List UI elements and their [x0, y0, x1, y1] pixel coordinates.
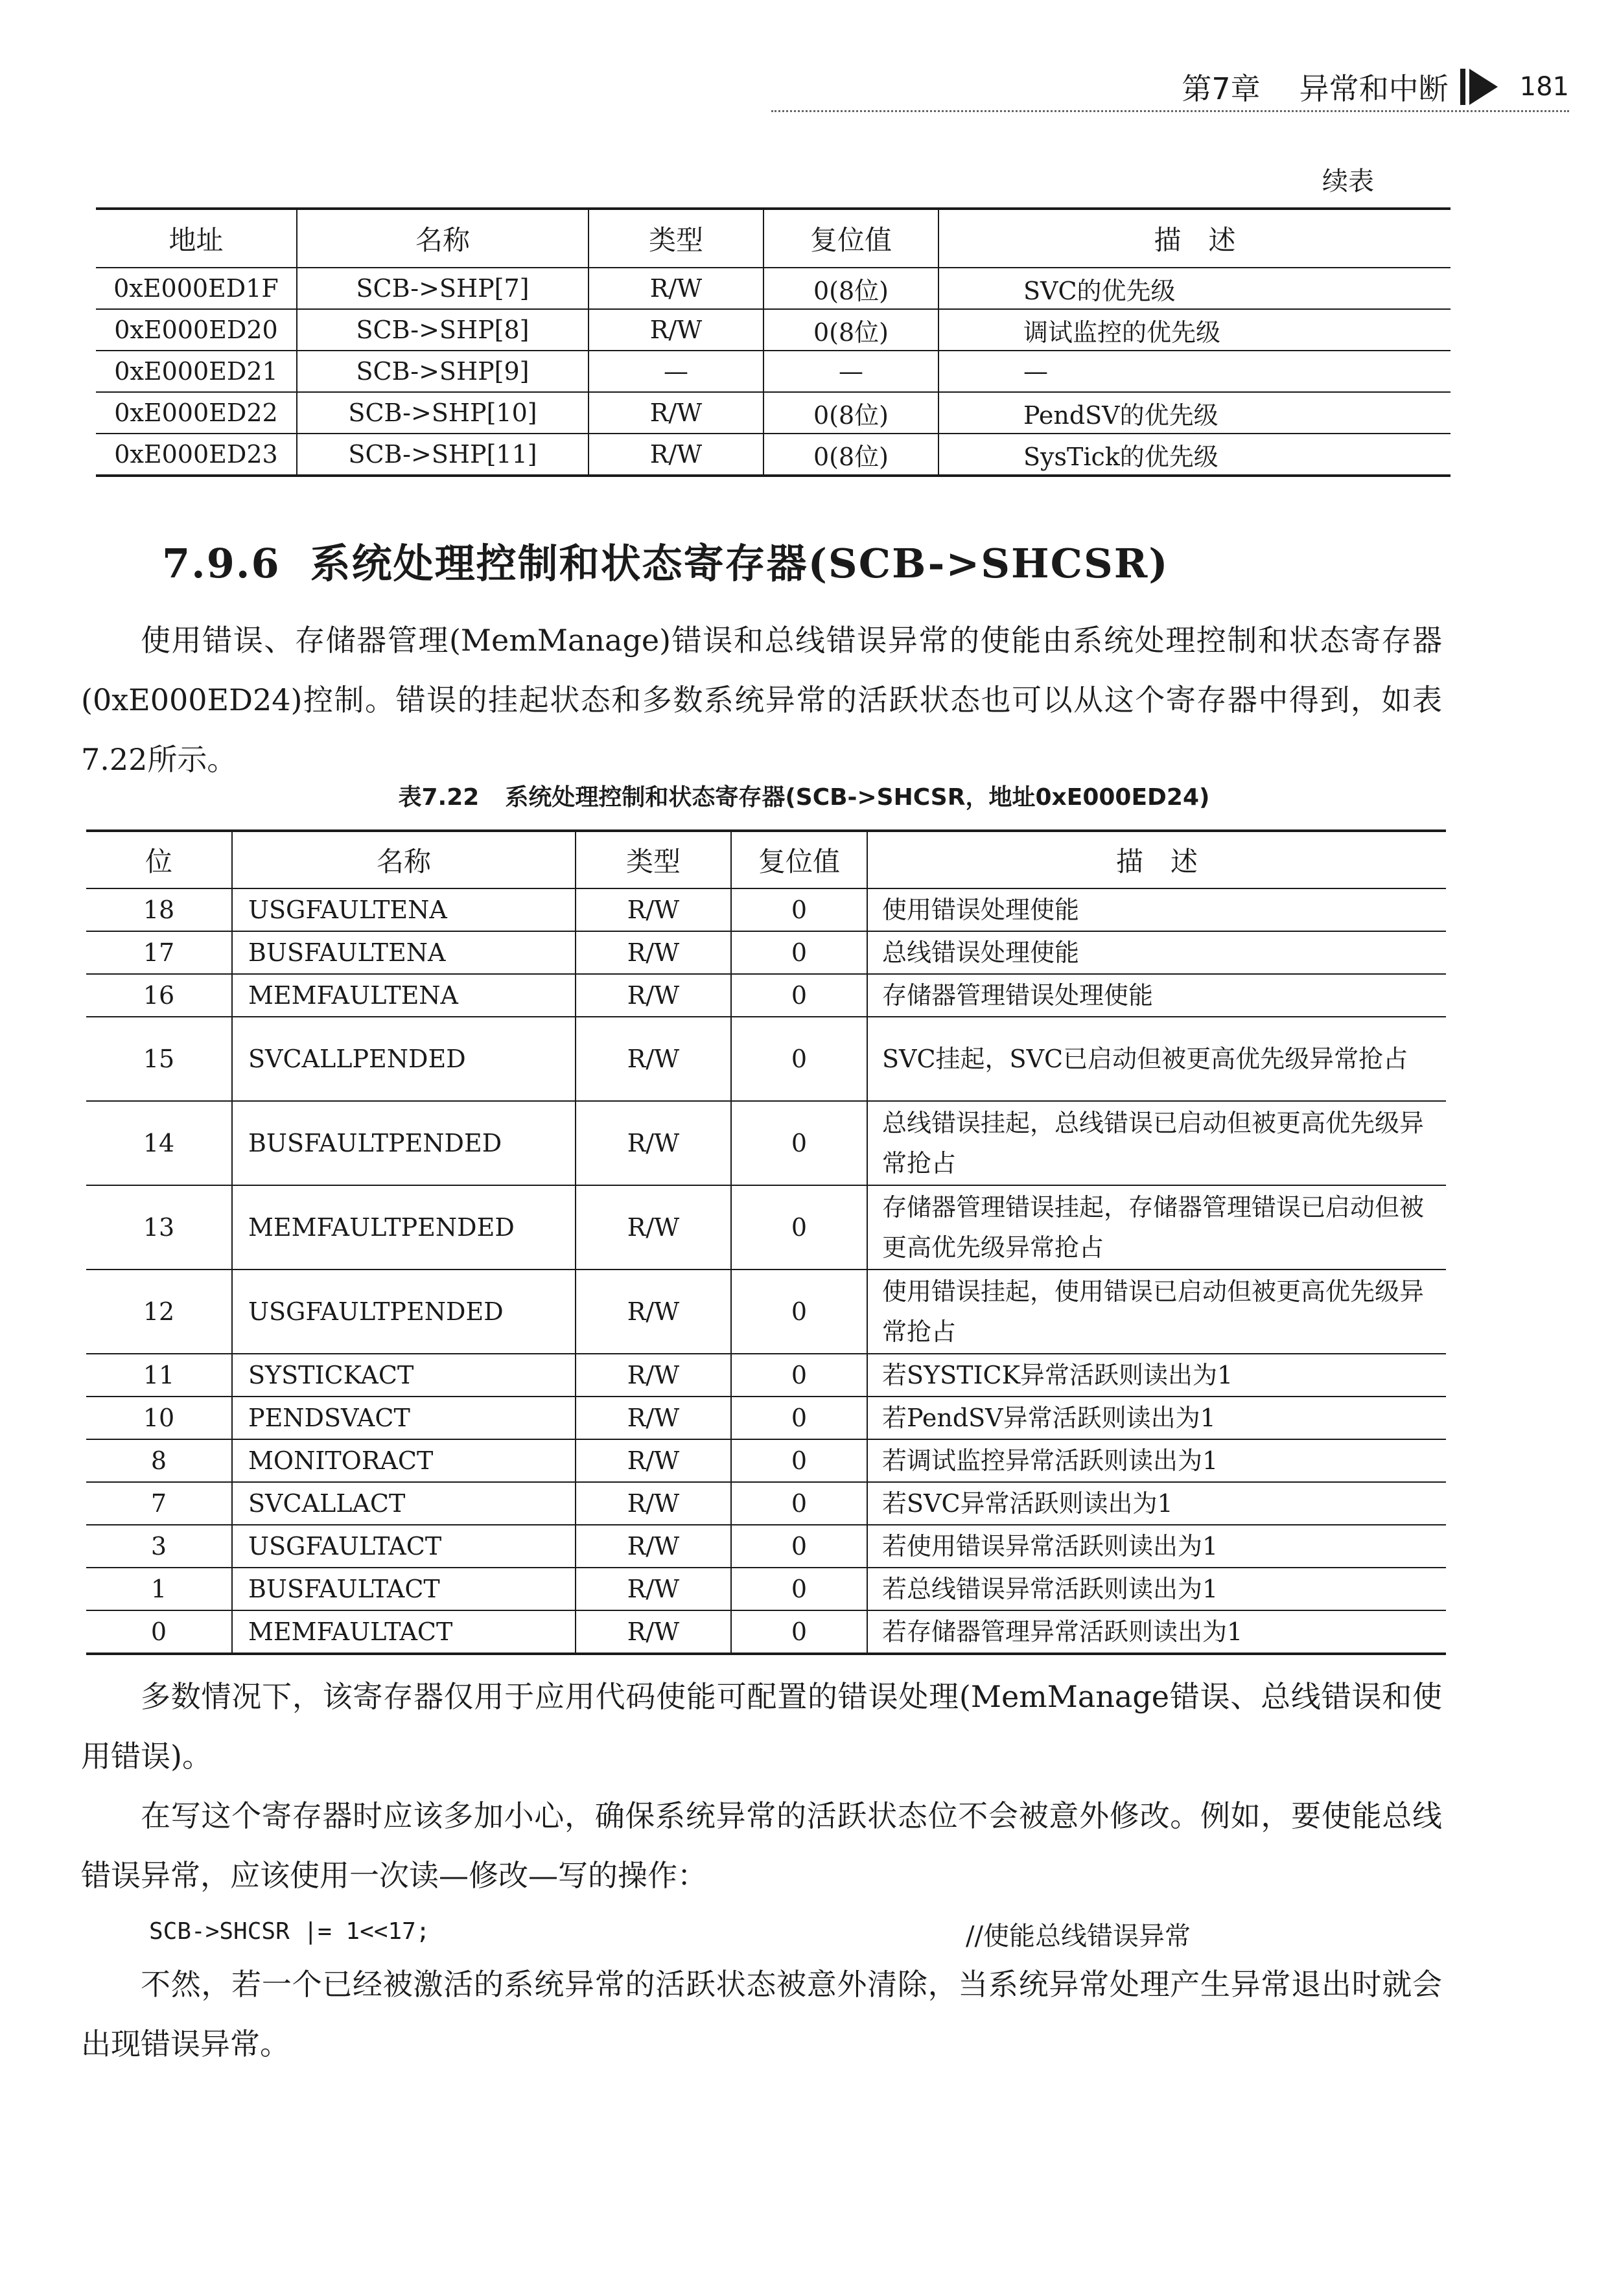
- cell-desc: 存储器管理错误挂起，存储器管理错误已启动但被更高优先级异常抢占: [867, 1185, 1446, 1270]
- page-number: 181: [1519, 72, 1569, 102]
- col-header-desc: 描 述: [867, 831, 1446, 888]
- cell-bit: 7: [86, 1482, 232, 1525]
- cell-name: USGFAULTENA: [232, 888, 576, 931]
- cell-desc: SVC挂起，SVC已启动但被更高优先级异常抢占: [867, 1017, 1446, 1101]
- cell-address: 0xE000ED22: [96, 392, 297, 434]
- cell-type: R/W: [588, 392, 763, 434]
- table-row: [96, 434, 1451, 476]
- cell-desc: 若使用错误异常活跃则读出为1: [867, 1525, 1446, 1568]
- col-header-reset: 复位值: [731, 831, 867, 888]
- cell-reset: 0: [731, 1101, 867, 1185]
- table-row: [86, 931, 1446, 974]
- table-header-row: [96, 209, 1451, 268]
- cell-name: SCB->SHP[10]: [297, 392, 588, 434]
- cell-type: R/W: [576, 1610, 731, 1654]
- col-header-reset: 复位值: [763, 209, 938, 268]
- col-header-name: 名称: [297, 209, 588, 268]
- cell-desc: SysTick的优先级: [938, 434, 1451, 476]
- cell-name: BUSFAULTENA: [232, 931, 576, 974]
- cell-bit: 12: [86, 1270, 232, 1354]
- cell-reset: 0: [731, 1525, 867, 1568]
- table-row: [96, 268, 1451, 309]
- cell-desc: 调试监控的优先级: [938, 309, 1451, 351]
- running-header: [1182, 64, 1569, 110]
- cell-name: MEMFAULTACT: [232, 1610, 576, 1654]
- cell-type: R/W: [576, 974, 731, 1017]
- cell-desc: 总线错误挂起，总线错误已启动但被更高优先级异常抢占: [867, 1101, 1446, 1185]
- header-arrow-icon: [1469, 69, 1498, 105]
- table-row: [86, 1525, 1446, 1568]
- cell-name: USGFAULTPENDED: [232, 1270, 576, 1354]
- section-title: 系统处理控制和状态寄存器(SCB->SHCSR): [310, 540, 1169, 587]
- cell-type: R/W: [576, 1270, 731, 1354]
- col-header-type: 类型: [576, 831, 731, 888]
- cell-bit: 13: [86, 1185, 232, 1270]
- col-header-name: 名称: [232, 831, 576, 888]
- table-caption-text: 系统处理控制和状态寄存器(SCB->SHCSR，地址0xE000ED24): [505, 784, 1210, 811]
- paragraph-intro: 使用错误、存储器管理(MemManage)错误和总线错误异常的使能由系统处理控制和状态寄存器(0xE000ED24)控制。错误的挂起状态和多数系统异常的活跃状态也可以从这个寄存器中得到，如表7.22所示。: [81, 623, 1442, 777]
- cell-bit: 15: [86, 1017, 232, 1101]
- cell-name: MEMFAULTENA: [232, 974, 576, 1017]
- cell-address: 0xE000ED1F: [96, 268, 297, 309]
- table-row: [96, 351, 1451, 392]
- cell-reset: 0: [731, 1017, 867, 1101]
- cell-desc: PendSV的优先级: [938, 392, 1451, 434]
- cell-address: 0xE000ED21: [96, 351, 297, 392]
- table-row: [86, 1568, 1446, 1610]
- cell-type: R/W: [576, 1397, 731, 1439]
- cell-reset: —: [763, 351, 938, 392]
- table-row: [96, 309, 1451, 351]
- cell-type: R/W: [576, 1482, 731, 1525]
- col-header-bit: 位: [86, 831, 232, 888]
- header-rule: [771, 110, 1569, 112]
- continued-label: 续表: [1322, 167, 1374, 196]
- cell-desc: SVC的优先级: [938, 268, 1451, 309]
- cell-desc: 若SVC异常活跃则读出为1: [867, 1482, 1446, 1525]
- cell-name: USGFAULTACT: [232, 1525, 576, 1568]
- table-caption: [0, 779, 1608, 812]
- table-row: [86, 1185, 1446, 1270]
- table-caption-number: 表7.22: [398, 784, 480, 811]
- cell-type: —: [588, 351, 763, 392]
- cell-name: SVCALLPENDED: [232, 1017, 576, 1101]
- cell-bit: 16: [86, 974, 232, 1017]
- cell-name: BUSFAULTACT: [232, 1568, 576, 1610]
- cell-type: R/W: [576, 1354, 731, 1397]
- cell-reset: 0: [731, 931, 867, 974]
- cell-bit: 11: [86, 1354, 232, 1397]
- cell-type: R/W: [576, 931, 731, 974]
- code-line: SCB->SHCSR |= 1<<17;: [149, 1918, 430, 1945]
- cell-desc: 若存储器管理异常活跃则读出为1: [867, 1610, 1446, 1654]
- cell-desc: 若PendSV异常活跃则读出为1: [867, 1397, 1446, 1439]
- cell-name: SCB->SHP[9]: [297, 351, 588, 392]
- paragraph-caution: 在写这个寄存器时应该多加小心，确保系统异常的活跃状态位不会被意外修改。例如，要使能总线错误异常，应该使用一次读—修改—写的操作：: [81, 1798, 1442, 1893]
- table-row: [86, 1610, 1446, 1654]
- table-row: [86, 1397, 1446, 1439]
- table-row: [86, 1354, 1446, 1397]
- cell-address: 0xE000ED20: [96, 309, 297, 351]
- cell-desc: —: [938, 351, 1451, 392]
- cell-reset: 0(8位): [763, 268, 938, 309]
- cell-reset: 0(8位): [763, 309, 938, 351]
- table-row: [86, 1101, 1446, 1185]
- cell-bit: 10: [86, 1397, 232, 1439]
- cell-reset: 0: [731, 974, 867, 1017]
- cell-name: PENDSVACT: [232, 1397, 576, 1439]
- cell-type: R/W: [588, 434, 763, 476]
- cell-name: SCB->SHP[8]: [297, 309, 588, 351]
- cell-reset: 0(8位): [763, 434, 938, 476]
- cell-type: R/W: [576, 1525, 731, 1568]
- cell-reset: 0: [731, 1270, 867, 1354]
- cell-desc: 若SYSTICK异常活跃则读出为1: [867, 1354, 1446, 1397]
- cell-bit: 1: [86, 1568, 232, 1610]
- table-row: [86, 1439, 1446, 1482]
- cell-address: 0xE000ED23: [114, 440, 278, 469]
- col-header-desc: 描 述: [938, 209, 1451, 268]
- cell-name: BUSFAULTPENDED: [232, 1101, 576, 1185]
- table-row: [86, 888, 1446, 931]
- cell-name: MONITORACT: [232, 1439, 576, 1482]
- cell-bit: 0: [150, 1618, 167, 1646]
- chapter-title: 异常和中断: [1299, 71, 1449, 106]
- table-row: [96, 392, 1451, 434]
- cell-name: MEMFAULTPENDED: [232, 1185, 576, 1270]
- cell-type: R/W: [576, 888, 731, 931]
- cell-bit: 14: [86, 1101, 232, 1185]
- section-heading: [162, 531, 1169, 589]
- cell-reset: 0: [731, 1610, 867, 1654]
- chapter-label: 第7章: [1182, 71, 1261, 106]
- cell-desc: 若调试监控异常活跃则读出为1: [867, 1439, 1446, 1482]
- col-header-type: 类型: [588, 209, 763, 268]
- cell-reset: 0: [731, 1397, 867, 1439]
- paragraph-warning: 不然，若一个已经被激活的系统异常的活跃状态被意外清除，当系统异常处理产生异常退出时就会出现错误异常。: [81, 1967, 1442, 2061]
- cell-desc: 使用错误挂起，使用错误已启动但被更高优先级异常抢占: [867, 1270, 1446, 1354]
- cell-bit: 8: [86, 1439, 232, 1482]
- cell-type: R/W: [588, 309, 763, 351]
- cell-desc: 若总线错误异常活跃则读出为1: [867, 1568, 1446, 1610]
- cell-desc: 总线错误处理使能: [867, 931, 1446, 974]
- cell-reset: 0: [731, 1185, 867, 1270]
- cell-reset: 0: [731, 1439, 867, 1482]
- cell-type: R/W: [576, 1101, 731, 1185]
- cell-desc: 使用错误处理使能: [867, 888, 1446, 931]
- cell-bit: 18: [86, 888, 232, 931]
- cell-type: R/W: [588, 268, 763, 309]
- table-header-row: [86, 831, 1446, 888]
- table-row: [86, 1017, 1446, 1101]
- code-comment: //使能总线错误异常: [966, 1921, 1191, 1951]
- continued-table: [96, 207, 1451, 477]
- shcsr-table: [86, 829, 1446, 1655]
- cell-type: R/W: [576, 1017, 731, 1101]
- cell-type: R/W: [576, 1568, 731, 1610]
- section-number: 7.9.6: [162, 540, 281, 587]
- cell-name: SCB->SHP[7]: [297, 268, 588, 309]
- cell-reset: 0: [731, 1354, 867, 1397]
- table-row: [86, 1270, 1446, 1354]
- cell-reset: 0: [731, 1482, 867, 1525]
- cell-bit: 3: [86, 1525, 232, 1568]
- paragraph-usage: 多数情况下，该寄存器仅用于应用代码使能可配置的错误处理(MemManage错误、总线错误和使用错误)。: [81, 1679, 1442, 1774]
- cell-reset: 0: [731, 888, 867, 931]
- cell-bit: 17: [86, 931, 232, 974]
- cell-type: R/W: [576, 1439, 731, 1482]
- table-row: [86, 974, 1446, 1017]
- cell-desc: 存储器管理错误处理使能: [867, 974, 1446, 1017]
- cell-name: SCB->SHP[11]: [297, 434, 588, 476]
- cell-reset: 0(8位): [763, 392, 938, 434]
- col-header-address: 地址: [96, 209, 297, 268]
- cell-reset: 0: [731, 1568, 867, 1610]
- header-bar-icon: [1460, 69, 1465, 105]
- cell-name: SVCALLACT: [232, 1482, 576, 1525]
- cell-type: R/W: [576, 1185, 731, 1270]
- table-row: [86, 1482, 1446, 1525]
- cell-name: SYSTICKACT: [232, 1354, 576, 1397]
